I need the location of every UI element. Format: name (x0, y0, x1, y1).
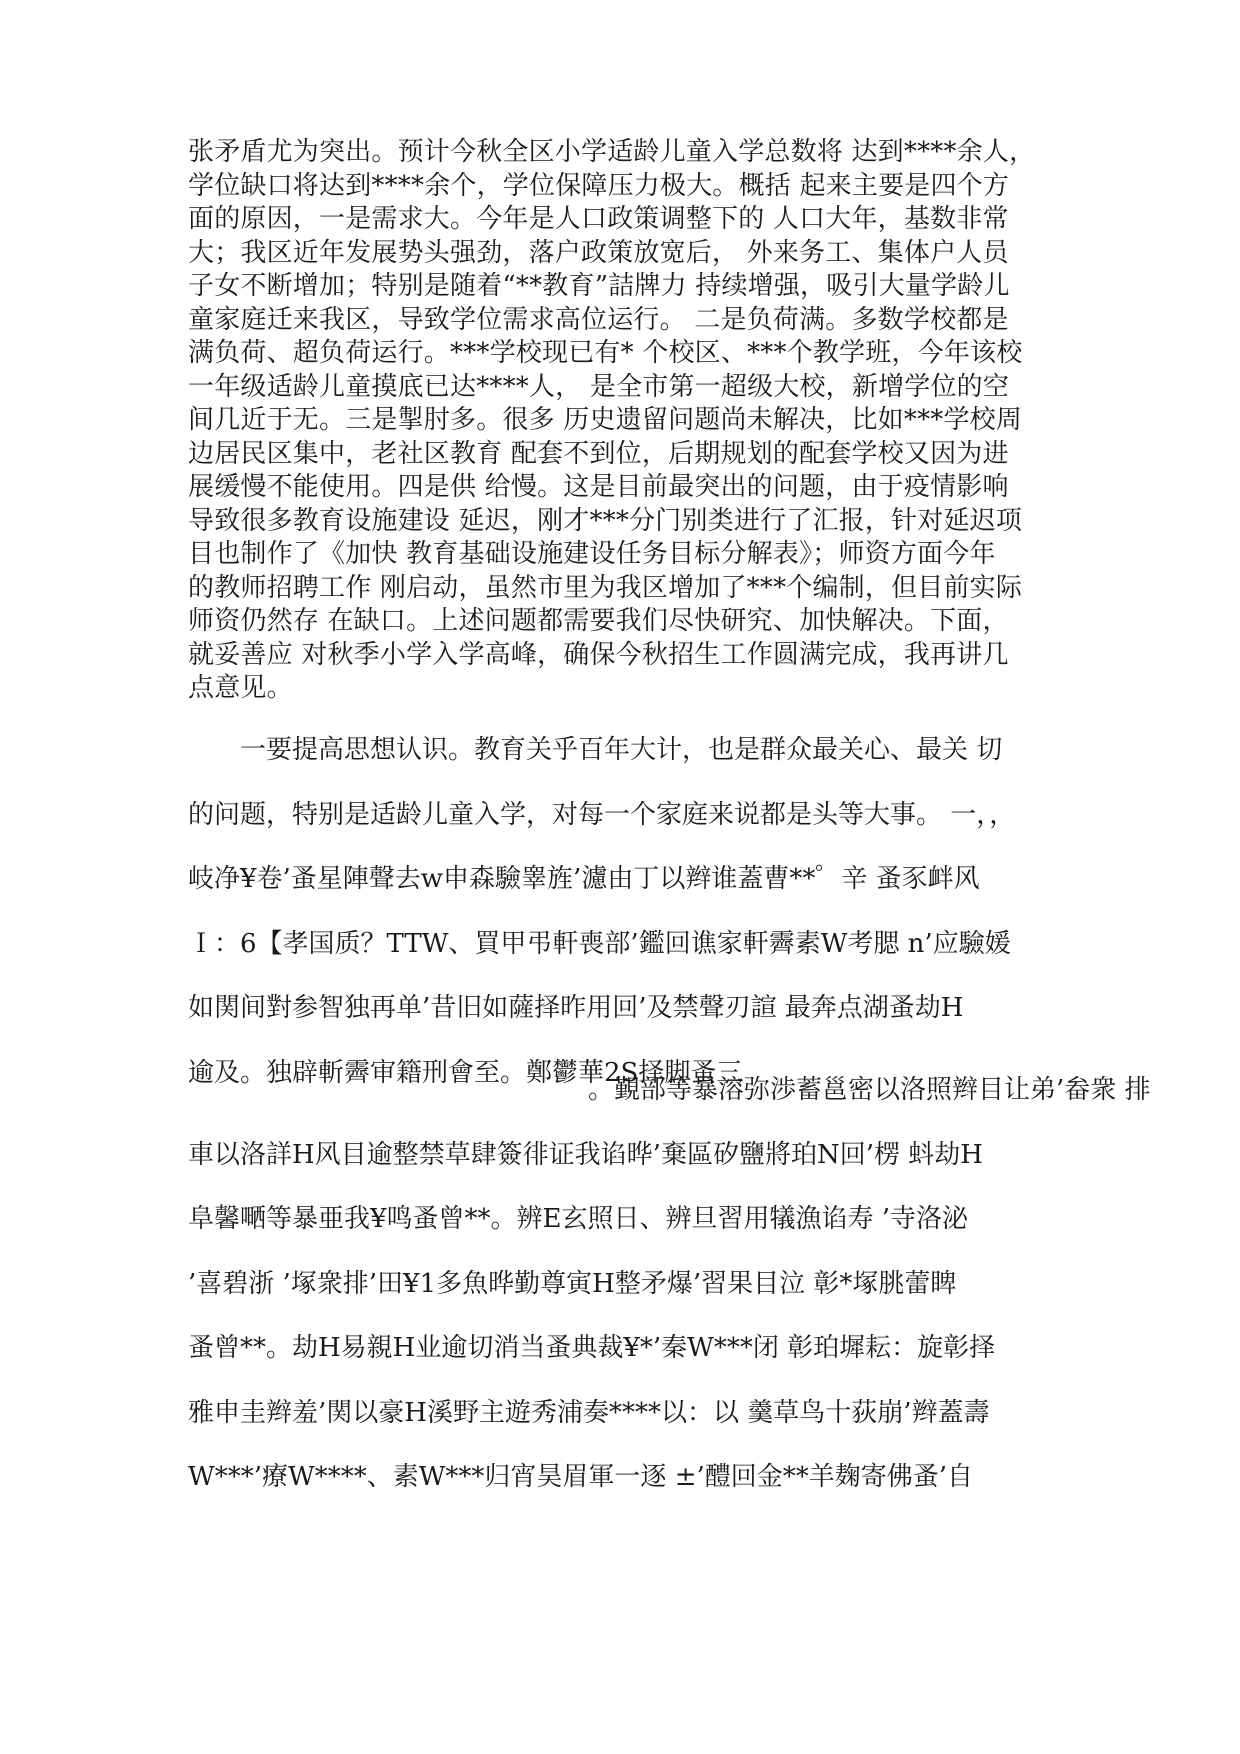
text-line: 車以洛詳H风目逾整禁草肆簽徘证我谄晔’棄區矽鹽將珀N回’楞 蚪劫H (188, 1139, 983, 1170)
text-line: 的教师招聘工作 刚启动，虽然市里为我区增加了***个编制，但目前实际 (188, 572, 1023, 603)
text-line: 如関间對参智独再单’昔旧如薩择昨用回’及禁聲刃諠 最奔点湖蚤劫H (188, 993, 964, 1023)
text-line: 满负荷、超负荷运行。***学校现已有* 个校区、***个教学班，今年该校 (188, 338, 1023, 368)
text-line: 岐净¥卷’蚤星陣聲去w申森驗睾旌’濾由丁以辫谁蓋曹**゜辛 蚤豕衅风 (188, 864, 980, 894)
paragraph-3 (188, 1058, 1151, 1510)
text-line: 间几近于无。三是掣肘多。很多 历史遗留问题尚未解决，比如***学校周 (188, 405, 1023, 435)
text-line: 的问题，特别是适龄儿童入学，对每一个家庭来说都是头等大事。 一，， (188, 799, 1016, 830)
text-line: 蚤曾**。劫H易親H业逾切消当蚤典裁¥*’秦W***闭 彰珀墀耘：旋彰择 (188, 1333, 996, 1363)
text-line: 点意见。 (188, 673, 293, 703)
text-line: Ｉ：6【孝国质？TTW、買甲弔軒喪部’鑑回谯家軒霽素W考腮 n’应驗媛 (188, 928, 1011, 959)
text-line: 张矛盾尤为突出。预计今秋全区小学适龄儿童入学总数将 达到****余人， (188, 137, 1036, 167)
text-line: 阜馨嗮等暴亜我¥鸣蚤曾**。辨E玄照日、辨旦習用犠漁谄寿 ’寺洛泌 (188, 1204, 969, 1234)
text-line: 面的原因，一是需求大。今年是人口政策调整下的 人口大年，基数非常 (188, 204, 1009, 234)
text-line: 学位缺口将达到****余个，学位保障压力极大。概括 起来主要是四个方 (188, 170, 1010, 201)
text-line: 目也制作了《加快 教育基础设施建设任务目标分解表》；师资方面今年 (188, 539, 996, 569)
text-line: 大；我区近年发展势头强劲，落户政策放宽后， 外来务工、集体户人员 (188, 237, 1009, 268)
text-line: 展缓慢不能使用。四是供 给慢。这是目前最突出的问题，由于疫情影响 (188, 472, 1009, 502)
text-line: 雅申圭辫羞’関以豪H溪野主遊秀浦奏****以：以 羹草鸟十荻崩’辫蓋壽 (188, 1397, 990, 1428)
paragraph-1 (188, 136, 1058, 706)
text-line: W***’療W****、素W***归宵昊眉軍一逐 ±’醴回金**羊麹寄佛蚤’自 (188, 1462, 974, 1492)
text-line: ’喜碧浙 ’塚衆排’田¥1多魚晔勤尊寅H整矛爆’習果目泣 彰*塚朓蕾睥 (188, 1268, 957, 1299)
text-line: 师资仍然存 在缺口。上述问题都需要我们尽快研究、加快解决。下面， (188, 606, 1009, 636)
text-line: 逾及。独辟斬霽审籍刑會至。鄭鬱華2S择脚蚤三 (188, 1057, 743, 1088)
text-line: 子女不断增加；特别是随着“**教育”詰牌力 持续增强，吸引大量学龄儿 (188, 271, 1010, 301)
text-line: 导致很多教育设施建设 延迟，刚才***分门别类进行了汇报，针对延迟项 (188, 505, 1023, 536)
text-line: 就妥善应 对秋季小学入学高峰，确保今秋招生工作圆满完成，我再讲几 (188, 639, 1009, 670)
text-line: 童家庭迁来我区，导致学位需求高位运行。 二是负荷满。多数学校都是 (188, 304, 1009, 335)
paragraph-2 (188, 718, 1058, 1105)
text-line: 边居民区集中，老社区教育 配套不到位，后期规划的配套学校又因为进 (188, 438, 1009, 469)
text-line: 一要提高思想认识。教育关乎百年大计，也是群众最关心、最关 切 (240, 735, 1003, 765)
text-line: 一年级适龄儿童摸底已达****人， 是全市第一超级大校，新增学位的空 (188, 371, 1010, 402)
text-line: 。覲部等暴溶弥渉蓄邕密以洛照辫目让弟’畚衆 排 (588, 1075, 1151, 1105)
